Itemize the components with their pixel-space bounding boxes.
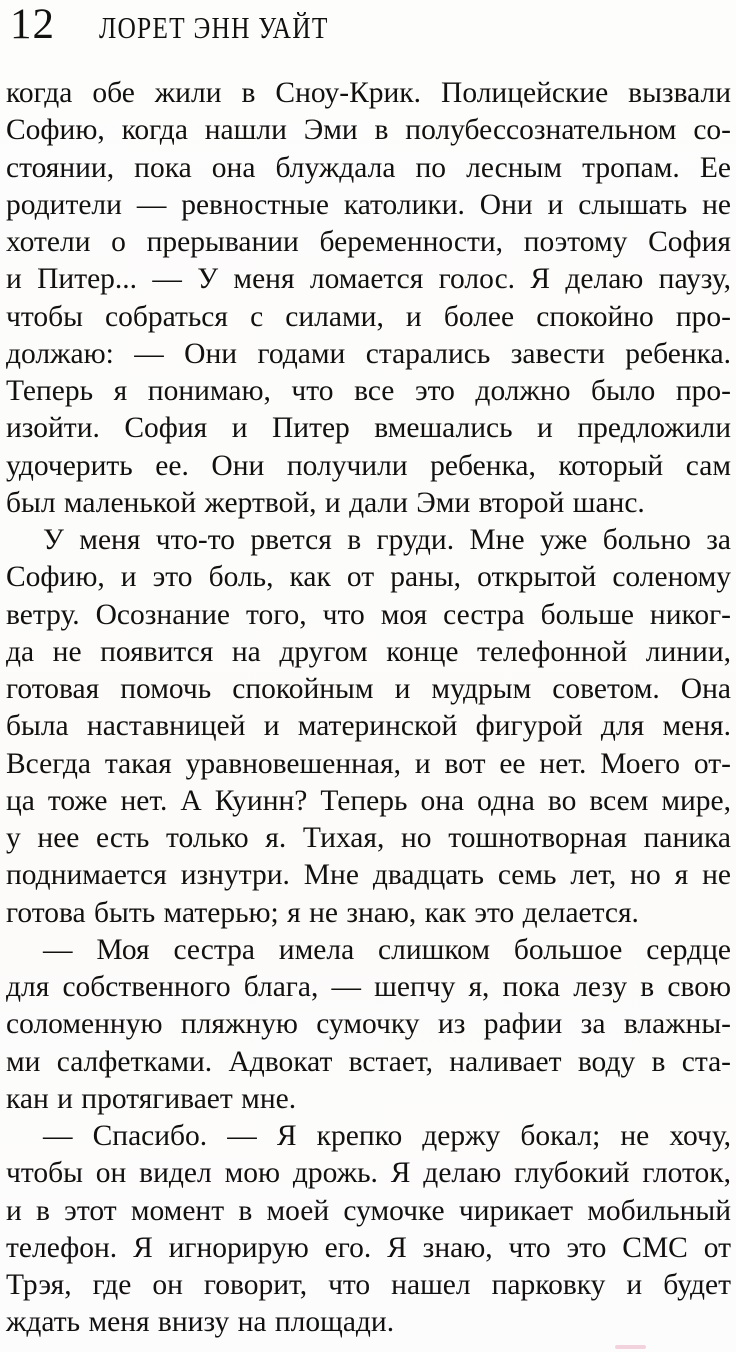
page-header <box>10 2 726 48</box>
text-line: ветру. Осознание того, что моя сестра больше никог- <box>6 598 731 631</box>
text-line: когда обе жили в Сноу-Крик. Полицейские вызвали <box>6 77 731 109</box>
text-line: Трэя, где он говорит, что нашел парковку и будет <box>6 1269 731 1301</box>
page-text <box>6 75 731 1342</box>
text-line: готовая помочь спокойным и мудрым советом. Она <box>6 673 731 705</box>
running-head: ЛОРЕТ ЭНН УАЙТ <box>99 10 329 45</box>
text-line: был маленькой жертвой, и дали Эми второй шанс. <box>6 486 645 519</box>
paragraph <box>6 75 731 522</box>
paragraph <box>6 932 731 1118</box>
text-line: должаю: — Они годами старались завести ребенка. <box>6 337 731 370</box>
text-line: стоянии, пока она блуждала по лесным тропам. Ее <box>6 151 731 184</box>
text-line: хотели о прерывании беременности, поэтому София <box>6 226 731 258</box>
paragraph <box>6 522 731 932</box>
text-line: телефон. Я игнорирую его. Я знаю, что это СМС от <box>6 1231 731 1264</box>
text-line: У меня что-то рвется в груди. Мне уже больно за <box>43 524 731 556</box>
text-line: чтобы собраться с силами, и более спокойно про- <box>6 300 731 333</box>
text-line: была наставницей и материнской фигурой для меня. <box>6 710 731 743</box>
text-line: ца тоже нет. А Куинн? Теперь она одна во всем мире, <box>6 784 731 817</box>
text-line: родители — ревностные католики. Они и слышать не <box>6 188 731 221</box>
text-line: — Спасибо. — Я крепко держу бокал; не хочу, <box>43 1120 731 1152</box>
text-line: изойти. София и Питер вмешались и предложили <box>6 412 731 445</box>
text-line: чтобы он видел мою дрожь. Я делаю глубокий глоток, <box>6 1157 731 1190</box>
text-line: удочерить ее. Они получили ребенка, который сам <box>6 449 731 482</box>
text-line: готова быть матерью; я не знаю, как это делается. <box>6 896 639 929</box>
text-line: у нее есть только я. Тихая, но тошнотворная паника <box>6 822 731 854</box>
text-line: Теперь я понимаю, что все это должно было про- <box>6 375 731 407</box>
text-line: Всегда такая уравновешенная, и вот ее нет. Моего от- <box>6 747 731 780</box>
paragraph <box>6 1118 731 1342</box>
text-line: ждать меня внизу на площади. <box>6 1306 395 1339</box>
text-line: и в этот момент в моей сумочке чирикает мобильный <box>6 1194 731 1227</box>
text-line: ми салфетками. Адвокат встает, наливает воду в ста- <box>6 1045 731 1078</box>
text-line: кан и протягивает мне. <box>6 1082 297 1115</box>
text-line: для собственного блага, — шепчу я, пока лезу в свою <box>6 971 731 1003</box>
text-line: — Моя сестра имела слишком большое сердце <box>43 933 731 966</box>
text-line: поднимается изнутри. Мне двадцать семь лет, но я не <box>6 859 731 892</box>
text-line: и Питер... — У меня ломается голос. Я делаю паузу, <box>6 263 731 296</box>
text-line: да не появится на другом конце телефонной линии, <box>6 635 731 668</box>
text-line: соломенную пляжную сумочку из рафии за влажны- <box>6 1008 731 1041</box>
highlight-artifact <box>615 1345 646 1349</box>
text-line: Софию, когда нашли Эми в полубессознательном со- <box>6 114 731 147</box>
text-line: Софию, и это боль, как от раны, открытой соленому <box>6 561 731 594</box>
page-number: 12 <box>10 1 55 48</box>
